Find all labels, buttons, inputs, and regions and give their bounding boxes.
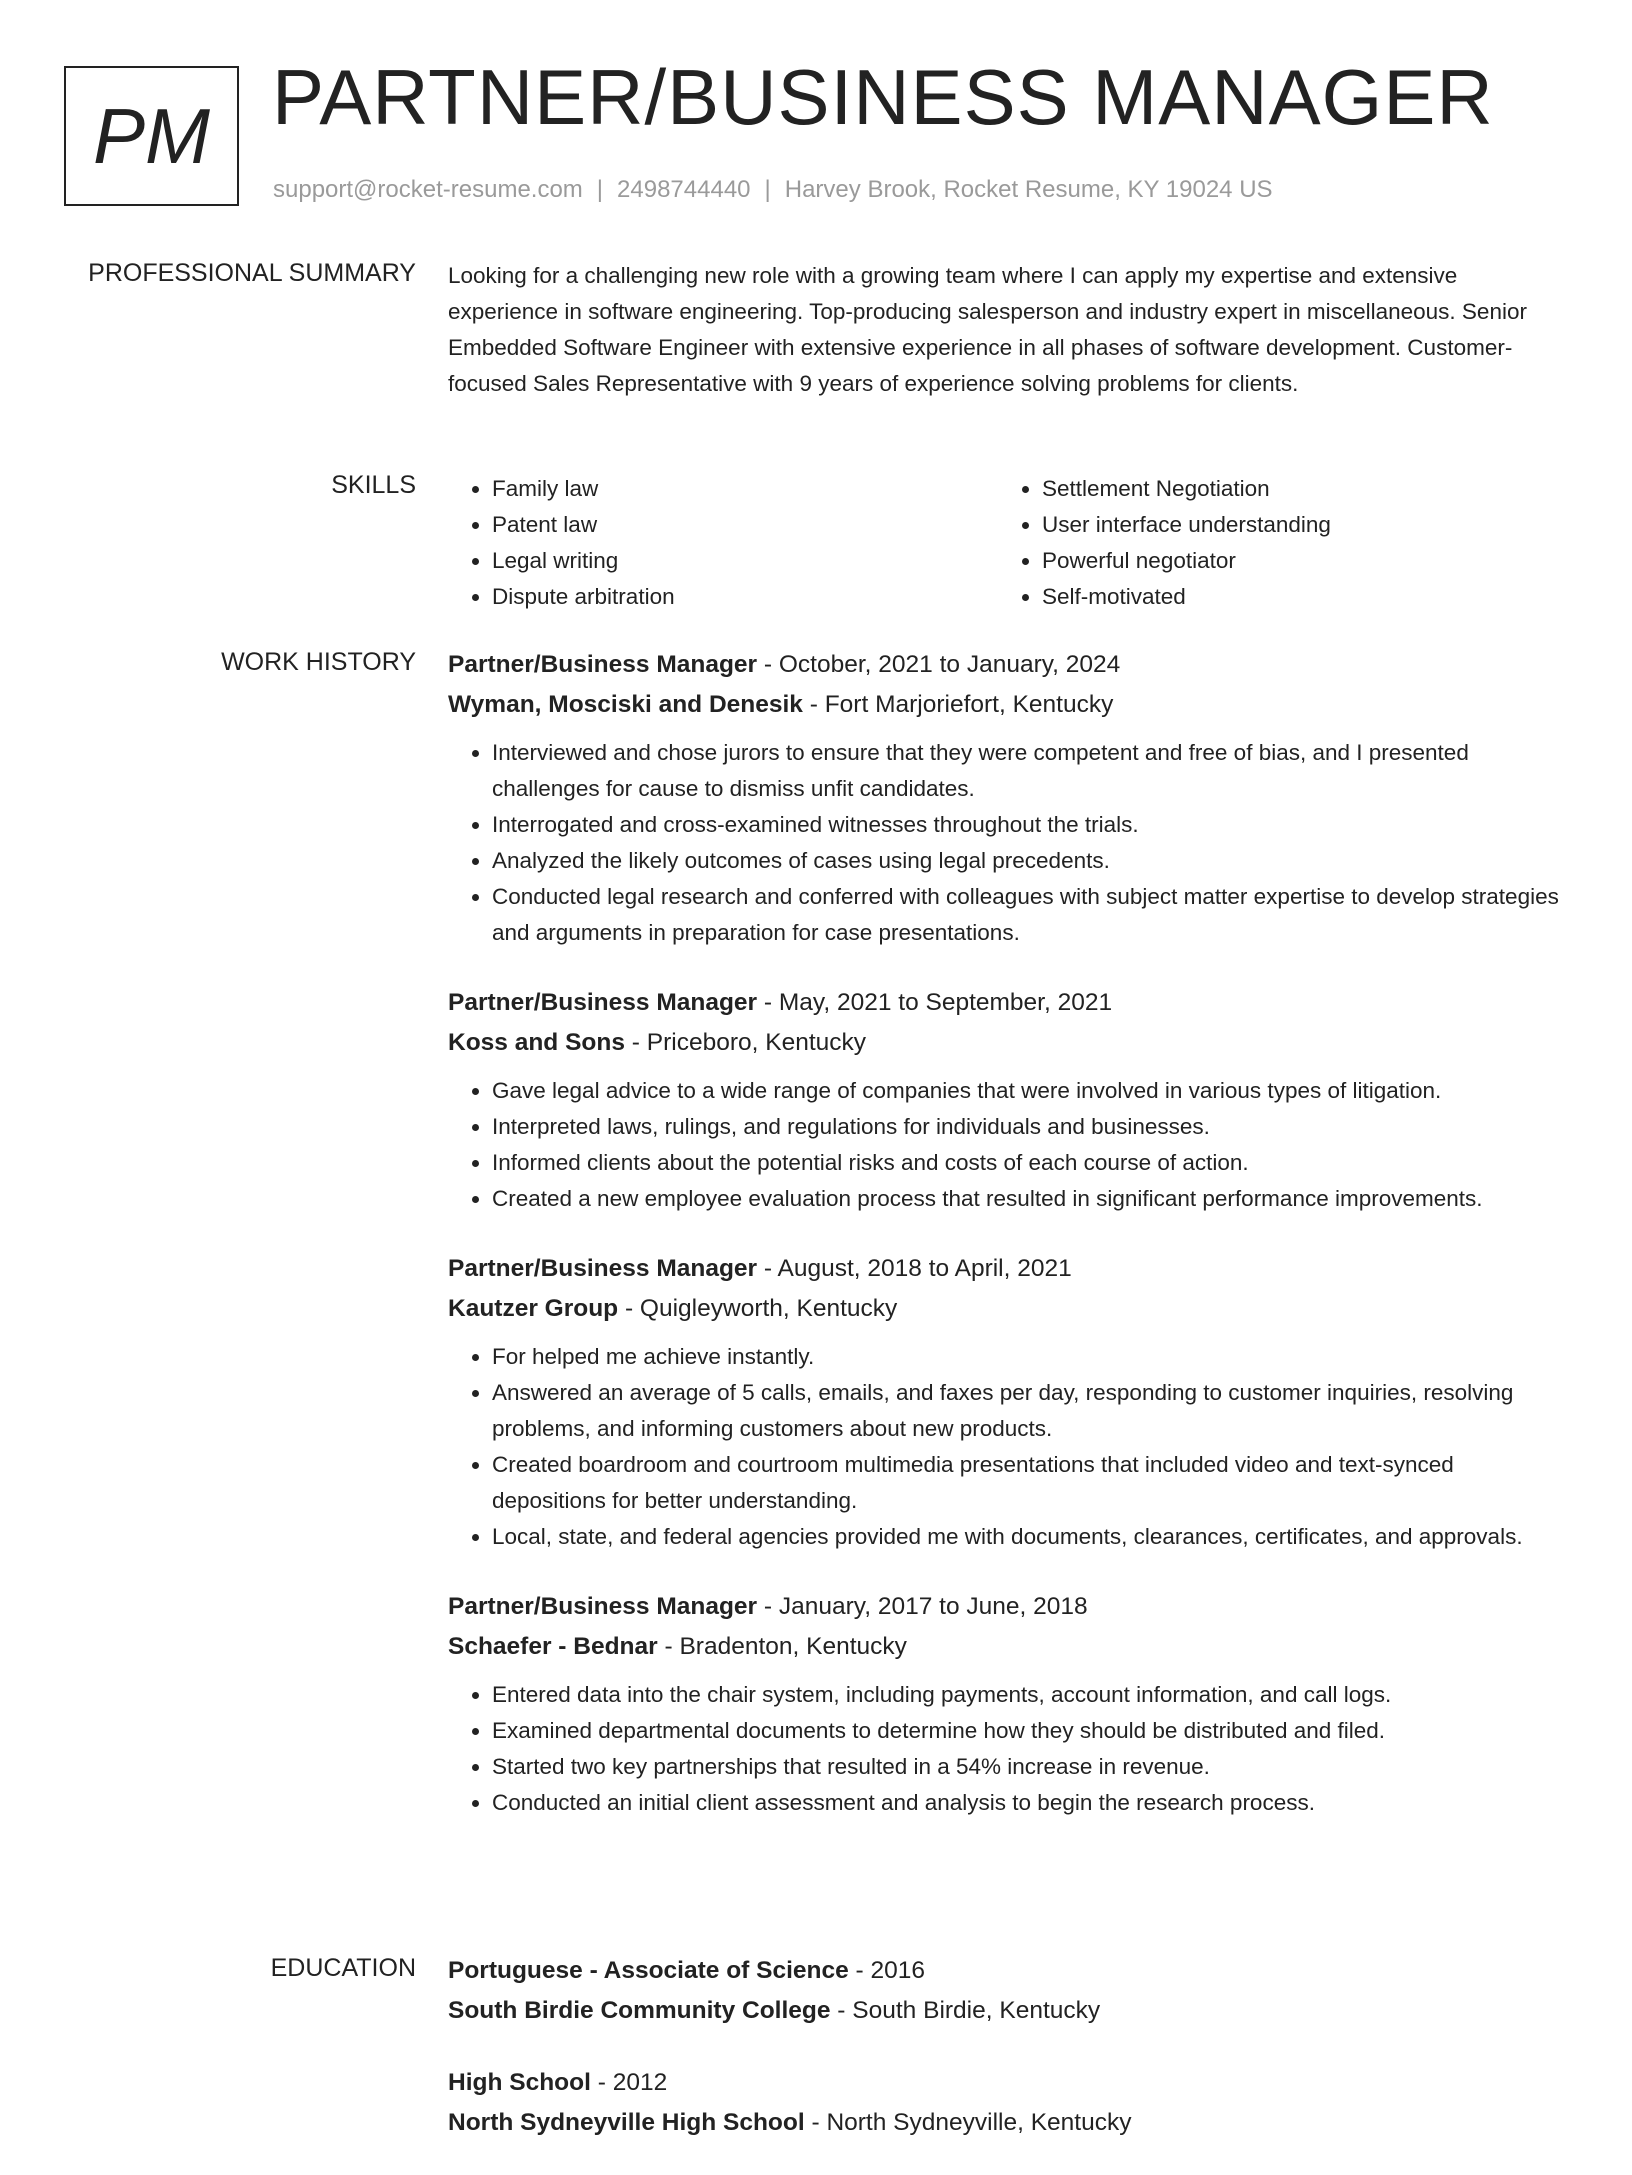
job-entry: [448, 983, 1572, 1217]
summary-body: [448, 258, 1572, 402]
job-bullet: • Interviewed and chose jurors to ensure that they were competent and free of bias, and I presented challenges for cause to dismiss unfit candidates.: [492, 735, 1572, 807]
contact-line: [273, 176, 1273, 204]
education-degree-line: [448, 2063, 1572, 2103]
education-school-line: [448, 2103, 1572, 2143]
job-bullet: • Informed clients about the potential risks and costs of each course of action.: [492, 1145, 1572, 1181]
contact-address: Harvey Brook, Rocket Resume, KY 19024 US: [784, 176, 1273, 203]
education-entry: [448, 1951, 1572, 2031]
job-bullets: [448, 735, 1572, 951]
job-bullet: • Interpreted laws, rulings, and regulations for individuals and businesses.: [492, 1109, 1572, 1145]
education-year: - 2012: [590, 2069, 668, 2096]
resume-name: PARTNER/BUSINESS MANAGER: [272, 53, 1494, 141]
job-location: - Bradenton, Kentucky: [657, 1633, 907, 1660]
job-bullet: • For helped me achieve instantly.: [492, 1339, 1572, 1375]
job-company-line: [448, 1289, 1572, 1329]
job-bullet: • Started two key partnerships that resulted in a 54% increase in revenue.: [492, 1749, 1572, 1785]
education-location: - South Birdie, Kentucky: [830, 1997, 1101, 2024]
job-bullets: [448, 1677, 1572, 1821]
monogram-badge: [64, 66, 239, 206]
work-history-label: WORK HISTORY: [221, 648, 416, 676]
job-title-line: [448, 1249, 1572, 1289]
skill-item: • Patent law: [492, 507, 998, 543]
job-company: Schaefer - Bednar: [448, 1633, 658, 1660]
skill-item: • Legal writing: [492, 543, 998, 579]
education-degree: High School: [448, 2069, 591, 2096]
job-bullet: • Created boardroom and courtroom multimedia presentations that included video and text-synced depositions for better understanding.: [492, 1447, 1572, 1519]
job-bullet: • Created a new employee evaluation process that resulted in significant performance improvements.: [492, 1181, 1572, 1217]
job-title: Partner/Business Manager: [448, 1593, 758, 1620]
education-entry: [448, 2063, 1572, 2143]
job-title: Partner/Business Manager: [448, 1255, 758, 1282]
job-entry: [448, 1587, 1572, 1821]
contact-separator: |: [764, 176, 771, 203]
skill-item: • User interface understanding: [1042, 507, 1548, 543]
job-location: - Priceboro, Kentucky: [624, 1029, 867, 1056]
skill-item: • Dispute arbitration: [492, 579, 998, 615]
job-location: - Fort Marjoriefort, Kentucky: [802, 691, 1114, 718]
job-bullet: • Conducted legal research and conferred with colleagues with subject matter expertise to develop strategies and arguments in preparation for case presentations.: [492, 879, 1572, 951]
job-entry: [448, 1249, 1572, 1555]
skill-item: • Settlement Negotiation: [1042, 471, 1548, 507]
contact-email: support@rocket-resume.com: [273, 176, 583, 203]
summary-text: Looking for a challenging new role with a growing team where I can apply my expertise and extensive experience in software engineering. Top-producing salesperson and industry expert in miscellaneous. Senior Embedded Software Engineer with extensive experience in all phases of software development. Customer-focused Sales Representative with 9 years of experience solving problems for clients.: [448, 263, 1527, 396]
job-title: Partner/Business Manager: [448, 651, 758, 678]
job-bullet: • Gave legal advice to a wide range of companies that were involved in various types of litigation.: [492, 1073, 1572, 1109]
contact-phone: 2498744440: [617, 176, 751, 203]
job-dates: - August, 2018 to April, 2021: [757, 1255, 1072, 1282]
education-year: - 2016: [848, 1957, 926, 1984]
job-company: Kautzer Group: [448, 1295, 619, 1322]
job-bullets: [448, 1339, 1572, 1555]
job-title-line: [448, 983, 1572, 1023]
education-label: EDUCATION: [270, 1954, 416, 1982]
education-degree-line: [448, 1951, 1572, 1991]
education-school: South Birdie Community College: [448, 1997, 831, 2024]
job-company: Wyman, Mosciski and Denesik: [448, 691, 803, 718]
job-bullet: • Interrogated and cross-examined witnesses throughout the trials.: [492, 807, 1572, 843]
skill-item: • Self-motivated: [1042, 579, 1548, 615]
job-bullet: • Answered an average of 5 calls, emails, and faxes per day, responding to customer inquiries, resolving problems, and informing customers about new products.: [492, 1375, 1572, 1447]
job-bullet: • Entered data into the chair system, including payments, account information, and call logs.: [492, 1677, 1572, 1713]
work-history-body: [448, 645, 1572, 1853]
skills-label: SKILLS: [331, 471, 416, 499]
job-location: - Quigleyworth, Kentucky: [618, 1295, 898, 1322]
job-bullet: • Analyzed the likely outcomes of cases using legal precedents.: [492, 843, 1572, 879]
education-location: - North Sydneyville, Kentucky: [804, 2109, 1132, 2136]
education-degree: Portuguese - Associate of Science: [448, 1957, 849, 1984]
job-bullet: • Conducted an initial client assessment and analysis to begin the research process.: [492, 1785, 1572, 1821]
job-company-line: [448, 685, 1572, 725]
contact-separator: |: [596, 176, 604, 203]
job-company-line: [448, 1023, 1572, 1063]
job-bullet: • Examined departmental documents to determine how they should be distributed and filed.: [492, 1713, 1572, 1749]
education-school: North Sydneyville High School: [448, 2109, 805, 2136]
education-school-line: [448, 1991, 1572, 2031]
job-title-line: [448, 1587, 1572, 1627]
skills-list-right: [998, 471, 1548, 615]
job-bullet: • Local, state, and federal agencies provided me with documents, clearances, certificates, and approvals.: [492, 1519, 1572, 1555]
job-title: Partner/Business Manager: [448, 989, 758, 1016]
job-dates: - October, 2021 to January, 2024: [757, 651, 1121, 678]
skills-body: [448, 471, 1572, 615]
job-dates: - January, 2017 to June, 2018: [757, 1593, 1088, 1620]
job-entry: [448, 645, 1572, 951]
skill-item: • Powerful negotiator: [1042, 543, 1548, 579]
job-dates: - May, 2021 to September, 2021: [757, 989, 1113, 1016]
skill-item: • Family law: [492, 471, 998, 507]
monogram-text: PM: [93, 91, 210, 180]
summary-label: PROFESSIONAL SUMMARY: [88, 259, 416, 287]
job-title-line: [448, 645, 1572, 685]
job-company: Koss and Sons: [448, 1029, 625, 1056]
job-company-line: [448, 1627, 1572, 1667]
skills-list-left: [448, 471, 998, 615]
education-body: [448, 1951, 1572, 2175]
job-bullets: [448, 1073, 1572, 1217]
